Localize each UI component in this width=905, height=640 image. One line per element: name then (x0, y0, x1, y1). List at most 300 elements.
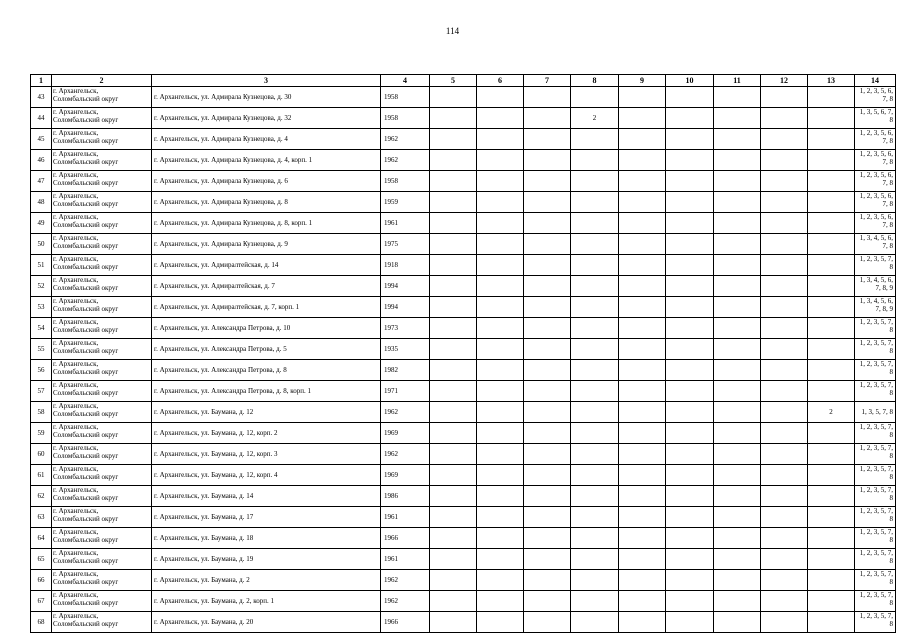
col-5-cell (430, 402, 477, 423)
col-11-cell (714, 402, 761, 423)
col-11-cell (714, 486, 761, 507)
col-6-cell (477, 87, 524, 108)
col-8-cell (571, 507, 619, 528)
col-6-cell (477, 528, 524, 549)
col-8-cell (571, 423, 619, 444)
district-line: г. Архангельск, (53, 528, 99, 536)
col-12-cell (761, 465, 808, 486)
codes-line: 1, 2, 3, 5, 7, (859, 360, 893, 368)
col-8-cell (571, 171, 619, 192)
district-line: г. Архангельск, (53, 591, 99, 599)
col-10-cell (666, 129, 714, 150)
table-row (31, 255, 896, 276)
col-11-cell (714, 87, 761, 108)
address-cell: г. Архангельск, ул. Баумана, д. 19 (152, 549, 381, 570)
col-10-cell (666, 444, 714, 465)
col-13-cell (808, 465, 855, 486)
address-cell: г. Архангельск, ул. Адмирала Кузнецова, д. 30 (152, 87, 381, 108)
column-header-2: 2 (52, 75, 152, 87)
codes-cell (855, 507, 896, 528)
table-row (31, 129, 896, 150)
col-10-cell (666, 297, 714, 318)
col-7-cell (524, 612, 571, 633)
col-7-cell (524, 87, 571, 108)
district-line: г. Архангельск, (53, 381, 99, 389)
codes-cell (855, 549, 896, 570)
year-cell: 1962 (381, 591, 430, 612)
district-cell (52, 381, 152, 402)
col-5-cell (430, 465, 477, 486)
codes-line: 1, 2, 3, 5, 7, (859, 318, 893, 326)
codes-line: 8 (889, 368, 893, 376)
col-12-cell (761, 318, 808, 339)
table-row (31, 528, 896, 549)
col-11-cell (714, 549, 761, 570)
address-cell: г. Архангельск, ул. Адмирала Кузнецова, д. 32 (152, 108, 381, 129)
col-7-cell (524, 150, 571, 171)
col-6-cell (477, 276, 524, 297)
district-cell (52, 171, 152, 192)
col-5-cell (430, 318, 477, 339)
address-cell: г. Архангельск, ул. Баумана, д. 20 (152, 612, 381, 633)
table-row (31, 234, 896, 255)
district-line: г. Архангельск, (53, 87, 99, 95)
district-line: г. Архангельск, (53, 171, 99, 179)
district-line: Соломбальский округ (53, 599, 119, 607)
year-cell: 1982 (381, 360, 430, 381)
col-6-cell (477, 192, 524, 213)
district-cell (52, 339, 152, 360)
col-9-cell (619, 381, 666, 402)
year-cell: 1966 (381, 528, 430, 549)
codes-line: 8 (889, 578, 893, 586)
codes-line: 7, 8 (882, 221, 893, 229)
col-8-cell (571, 549, 619, 570)
table-row (31, 423, 896, 444)
codes-line: 7, 8 (882, 242, 893, 250)
col-5-cell (430, 150, 477, 171)
district-line: г. Архангельск, (53, 108, 99, 116)
col-13-cell (808, 192, 855, 213)
col-13-cell (808, 318, 855, 339)
district-cell (52, 444, 152, 465)
row-number: 53 (31, 297, 52, 318)
col-11-cell (714, 213, 761, 234)
col-5-cell (430, 297, 477, 318)
codes-line: 1, 3, 4, 5, 6, (859, 234, 893, 242)
column-header-5: 5 (430, 75, 477, 87)
codes-line: 1, 3, 5, 7, 8 (861, 408, 893, 416)
codes-cell (855, 297, 896, 318)
table-row (31, 171, 896, 192)
col-6-cell (477, 444, 524, 465)
col-9-cell (619, 528, 666, 549)
col-13-cell (808, 339, 855, 360)
col-8-cell (571, 87, 619, 108)
col-13-cell (808, 150, 855, 171)
col-9-cell (619, 108, 666, 129)
district-line: Соломбальский округ (53, 452, 119, 460)
col-9-cell (619, 549, 666, 570)
col-5-cell (430, 360, 477, 381)
col-13-cell (808, 507, 855, 528)
col-12-cell (761, 591, 808, 612)
col-11-cell (714, 129, 761, 150)
district-cell (52, 528, 152, 549)
col-5-cell (430, 549, 477, 570)
year-cell: 1958 (381, 108, 430, 129)
district-line: г. Архангельск, (53, 276, 99, 284)
district-cell (52, 591, 152, 612)
col-6-cell (477, 150, 524, 171)
col-6-cell (477, 171, 524, 192)
col-8-cell (571, 129, 619, 150)
row-number: 56 (31, 360, 52, 381)
table-row (31, 444, 896, 465)
district-cell (52, 255, 152, 276)
year-cell: 1969 (381, 465, 430, 486)
col-10-cell (666, 381, 714, 402)
codes-line: 8 (889, 389, 893, 397)
col-5-cell (430, 423, 477, 444)
col-11-cell (714, 423, 761, 444)
table-row (31, 87, 896, 108)
table-row (31, 318, 896, 339)
col-11-cell (714, 171, 761, 192)
codes-cell (855, 570, 896, 591)
col-13-cell (808, 444, 855, 465)
col-5-cell (430, 213, 477, 234)
row-number: 45 (31, 129, 52, 150)
col-13-cell (808, 297, 855, 318)
year-cell: 1962 (381, 444, 430, 465)
col-8-cell: 2 (571, 108, 619, 129)
column-header-13: 13 (808, 75, 855, 87)
row-number: 61 (31, 465, 52, 486)
address-cell: г. Архангельск, ул. Баумана, д. 2 (152, 570, 381, 591)
col-10-cell (666, 486, 714, 507)
col-7-cell (524, 423, 571, 444)
table-row (31, 297, 896, 318)
col-12-cell (761, 255, 808, 276)
col-10-cell (666, 171, 714, 192)
table-row (31, 591, 896, 612)
year-cell: 1994 (381, 297, 430, 318)
col-6-cell (477, 108, 524, 129)
row-number: 54 (31, 318, 52, 339)
codes-line: 8 (889, 347, 893, 355)
codes-line: 1, 2, 3, 5, 7, (859, 549, 893, 557)
codes-line: 1, 2, 3, 5, 6, (859, 129, 893, 137)
column-header-1: 1 (31, 75, 52, 87)
col-12-cell (761, 276, 808, 297)
row-number: 48 (31, 192, 52, 213)
address-cell: г. Архангельск, ул. Александра Петрова, д. 8 (152, 360, 381, 381)
col-11-cell (714, 507, 761, 528)
address-cell: г. Архангельск, ул. Адмиралтейская, д. 7, корп. 1 (152, 297, 381, 318)
district-line: Соломбальский округ (53, 410, 119, 418)
col-13-cell (808, 570, 855, 591)
col-9-cell (619, 591, 666, 612)
col-11-cell (714, 150, 761, 171)
codes-cell (855, 108, 896, 129)
col-11-cell (714, 528, 761, 549)
col-12-cell (761, 612, 808, 633)
col-11-cell (714, 465, 761, 486)
col-5-cell (430, 108, 477, 129)
district-cell (52, 297, 152, 318)
col-5-cell (430, 612, 477, 633)
col-12-cell (761, 213, 808, 234)
col-13-cell (808, 108, 855, 129)
year-cell: 1918 (381, 255, 430, 276)
table-row (31, 192, 896, 213)
row-number: 52 (31, 276, 52, 297)
district-line: Соломбальский округ (53, 221, 119, 229)
address-cell: г. Архангельск, ул. Александра Петрова, д. 10 (152, 318, 381, 339)
col-12-cell (761, 297, 808, 318)
row-number: 63 (31, 507, 52, 528)
col-10-cell (666, 570, 714, 591)
col-6-cell (477, 297, 524, 318)
district-line: г. Архангельск, (53, 339, 99, 347)
column-header-14: 14 (855, 75, 896, 87)
col-6-cell (477, 570, 524, 591)
col-7-cell (524, 339, 571, 360)
col-10-cell (666, 507, 714, 528)
year-cell: 1962 (381, 129, 430, 150)
codes-line: 1, 2, 3, 5, 7, (859, 570, 893, 578)
codes-cell (855, 339, 896, 360)
col-5-cell (430, 486, 477, 507)
col-13-cell (808, 612, 855, 633)
col-11-cell (714, 276, 761, 297)
district-cell (52, 465, 152, 486)
address-cell: г. Архангельск, ул. Баумана, д. 12 (152, 402, 381, 423)
col-9-cell (619, 507, 666, 528)
codes-cell (855, 276, 896, 297)
year-cell: 1962 (381, 150, 430, 171)
header-row (31, 75, 896, 87)
codes-cell (855, 465, 896, 486)
col-12-cell (761, 444, 808, 465)
year-cell: 1966 (381, 612, 430, 633)
col-11-cell (714, 318, 761, 339)
address-cell: г. Архангельск, ул. Баумана, д. 18 (152, 528, 381, 549)
col-6-cell (477, 465, 524, 486)
column-header-4: 4 (381, 75, 430, 87)
district-cell (52, 108, 152, 129)
district-line: г. Архангельск, (53, 150, 99, 158)
address-cell: г. Архангельск, ул. Адмирала Кузнецова, д. 9 (152, 234, 381, 255)
col-12-cell (761, 108, 808, 129)
district-line: Соломбальский округ (53, 95, 119, 103)
address-cell: г. Архангельск, ул. Баумана, д. 12, корп. 3 (152, 444, 381, 465)
col-7-cell (524, 108, 571, 129)
col-7-cell (524, 129, 571, 150)
col-7-cell (524, 192, 571, 213)
codes-cell (855, 234, 896, 255)
col-12-cell (761, 87, 808, 108)
year-cell: 1962 (381, 402, 430, 423)
district-line: Соломбальский округ (53, 557, 119, 565)
table-row (31, 486, 896, 507)
codes-line: 8 (889, 599, 893, 607)
col-8-cell (571, 150, 619, 171)
col-11-cell (714, 591, 761, 612)
district-line: г. Архангельск, (53, 423, 99, 431)
district-cell (52, 213, 152, 234)
col-5-cell (430, 276, 477, 297)
district-cell (52, 360, 152, 381)
year-cell: 1969 (381, 423, 430, 444)
codes-cell (855, 381, 896, 402)
col-6-cell (477, 423, 524, 444)
col-10-cell (666, 255, 714, 276)
district-line: Соломбальский округ (53, 389, 119, 397)
district-line: Соломбальский округ (53, 431, 119, 439)
codes-line: 1, 2, 3, 5, 7, (859, 339, 893, 347)
district-line: Соломбальский округ (53, 158, 119, 166)
codes-cell (855, 87, 896, 108)
codes-line: 1, 2, 3, 5, 6, (859, 87, 893, 95)
col-13-cell (808, 87, 855, 108)
district-line: Соломбальский округ (53, 578, 119, 586)
col-12-cell (761, 150, 808, 171)
col-5-cell (430, 591, 477, 612)
col-7-cell (524, 234, 571, 255)
district-cell (52, 507, 152, 528)
col-13-cell (808, 381, 855, 402)
column-header-9: 9 (619, 75, 666, 87)
district-cell (52, 87, 152, 108)
table-row (31, 150, 896, 171)
col-10-cell (666, 465, 714, 486)
district-line: г. Архангельск, (53, 570, 99, 578)
col-5-cell (430, 255, 477, 276)
address-cell: г. Архангельск, ул. Адмиралтейская, д. 7 (152, 276, 381, 297)
codes-cell (855, 591, 896, 612)
codes-cell (855, 129, 896, 150)
codes-line: 7, 8 (882, 200, 893, 208)
col-11-cell (714, 234, 761, 255)
district-cell (52, 318, 152, 339)
col-5-cell (430, 570, 477, 591)
table-row (31, 276, 896, 297)
codes-line: 1, 3, 4, 5, 6, (859, 297, 893, 305)
row-number: 57 (31, 381, 52, 402)
col-12-cell (761, 192, 808, 213)
col-13-cell (808, 171, 855, 192)
col-10-cell (666, 423, 714, 444)
address-cell: г. Архангельск, ул. Баумана, д. 2, корп. 1 (152, 591, 381, 612)
district-line: г. Архангельск, (53, 192, 99, 200)
district-line: Соломбальский округ (53, 494, 119, 502)
col-11-cell (714, 192, 761, 213)
district-cell (52, 486, 152, 507)
district-line: Соломбальский округ (53, 536, 119, 544)
col-6-cell (477, 339, 524, 360)
codes-line: 8 (889, 536, 893, 544)
district-cell (52, 570, 152, 591)
col-10-cell (666, 318, 714, 339)
col-10-cell (666, 339, 714, 360)
column-header-8: 8 (571, 75, 619, 87)
district-line: г. Архангельск, (53, 402, 99, 410)
col-9-cell (619, 87, 666, 108)
col-9-cell (619, 570, 666, 591)
address-cell: г. Архангельск, ул. Адмирала Кузнецова, д. 4 (152, 129, 381, 150)
year-cell: 1961 (381, 507, 430, 528)
col-13-cell (808, 213, 855, 234)
row-number: 50 (31, 234, 52, 255)
district-line: Соломбальский округ (53, 263, 119, 271)
col-9-cell (619, 402, 666, 423)
table-row (31, 360, 896, 381)
col-12-cell (761, 381, 808, 402)
address-cell: г. Архангельск, ул. Александра Петрова, д. 8, корп. 1 (152, 381, 381, 402)
col-6-cell (477, 129, 524, 150)
row-number: 67 (31, 591, 52, 612)
row-number: 60 (31, 444, 52, 465)
col-9-cell (619, 129, 666, 150)
col-12-cell (761, 423, 808, 444)
codes-line: 1, 2, 3, 5, 6, (859, 213, 893, 221)
col-10-cell (666, 87, 714, 108)
district-line: г. Архангельск, (53, 360, 99, 368)
codes-line: 8 (889, 326, 893, 334)
col-7-cell (524, 402, 571, 423)
col-7-cell (524, 570, 571, 591)
year-cell: 1975 (381, 234, 430, 255)
codes-line: 1, 2, 3, 5, 6, (859, 171, 893, 179)
address-cell: г. Архангельск, ул. Баумана, д. 14 (152, 486, 381, 507)
col-13-cell (808, 255, 855, 276)
col-6-cell (477, 213, 524, 234)
year-cell: 1961 (381, 213, 430, 234)
district-cell (52, 129, 152, 150)
row-number: 55 (31, 339, 52, 360)
codes-line: 1, 3, 4, 5, 6, (859, 276, 893, 284)
col-5-cell (430, 234, 477, 255)
table-row (31, 612, 896, 633)
col-10-cell (666, 108, 714, 129)
codes-line: 8 (889, 515, 893, 523)
col-9-cell (619, 444, 666, 465)
col-10-cell (666, 192, 714, 213)
col-5-cell (430, 528, 477, 549)
col-9-cell (619, 465, 666, 486)
table-row (31, 339, 896, 360)
address-cell: г. Архангельск, ул. Адмирала Кузнецова, д. 8, корп. 1 (152, 213, 381, 234)
col-13-cell (808, 129, 855, 150)
year-cell: 1958 (381, 171, 430, 192)
column-header-11: 11 (714, 75, 761, 87)
col-6-cell (477, 234, 524, 255)
col-11-cell (714, 255, 761, 276)
codes-line: 8 (889, 473, 893, 481)
codes-line: 8 (889, 620, 893, 628)
col-9-cell (619, 360, 666, 381)
row-number: 44 (31, 108, 52, 129)
year-cell: 1959 (381, 192, 430, 213)
col-12-cell (761, 570, 808, 591)
address-cell: г. Архангельск, ул. Баумана, д. 12, корп. 4 (152, 465, 381, 486)
district-line: г. Архангельск, (53, 213, 99, 221)
codes-line: 1, 2, 3, 5, 7, (859, 444, 893, 452)
col-6-cell (477, 612, 524, 633)
codes-line: 8 (889, 494, 893, 502)
